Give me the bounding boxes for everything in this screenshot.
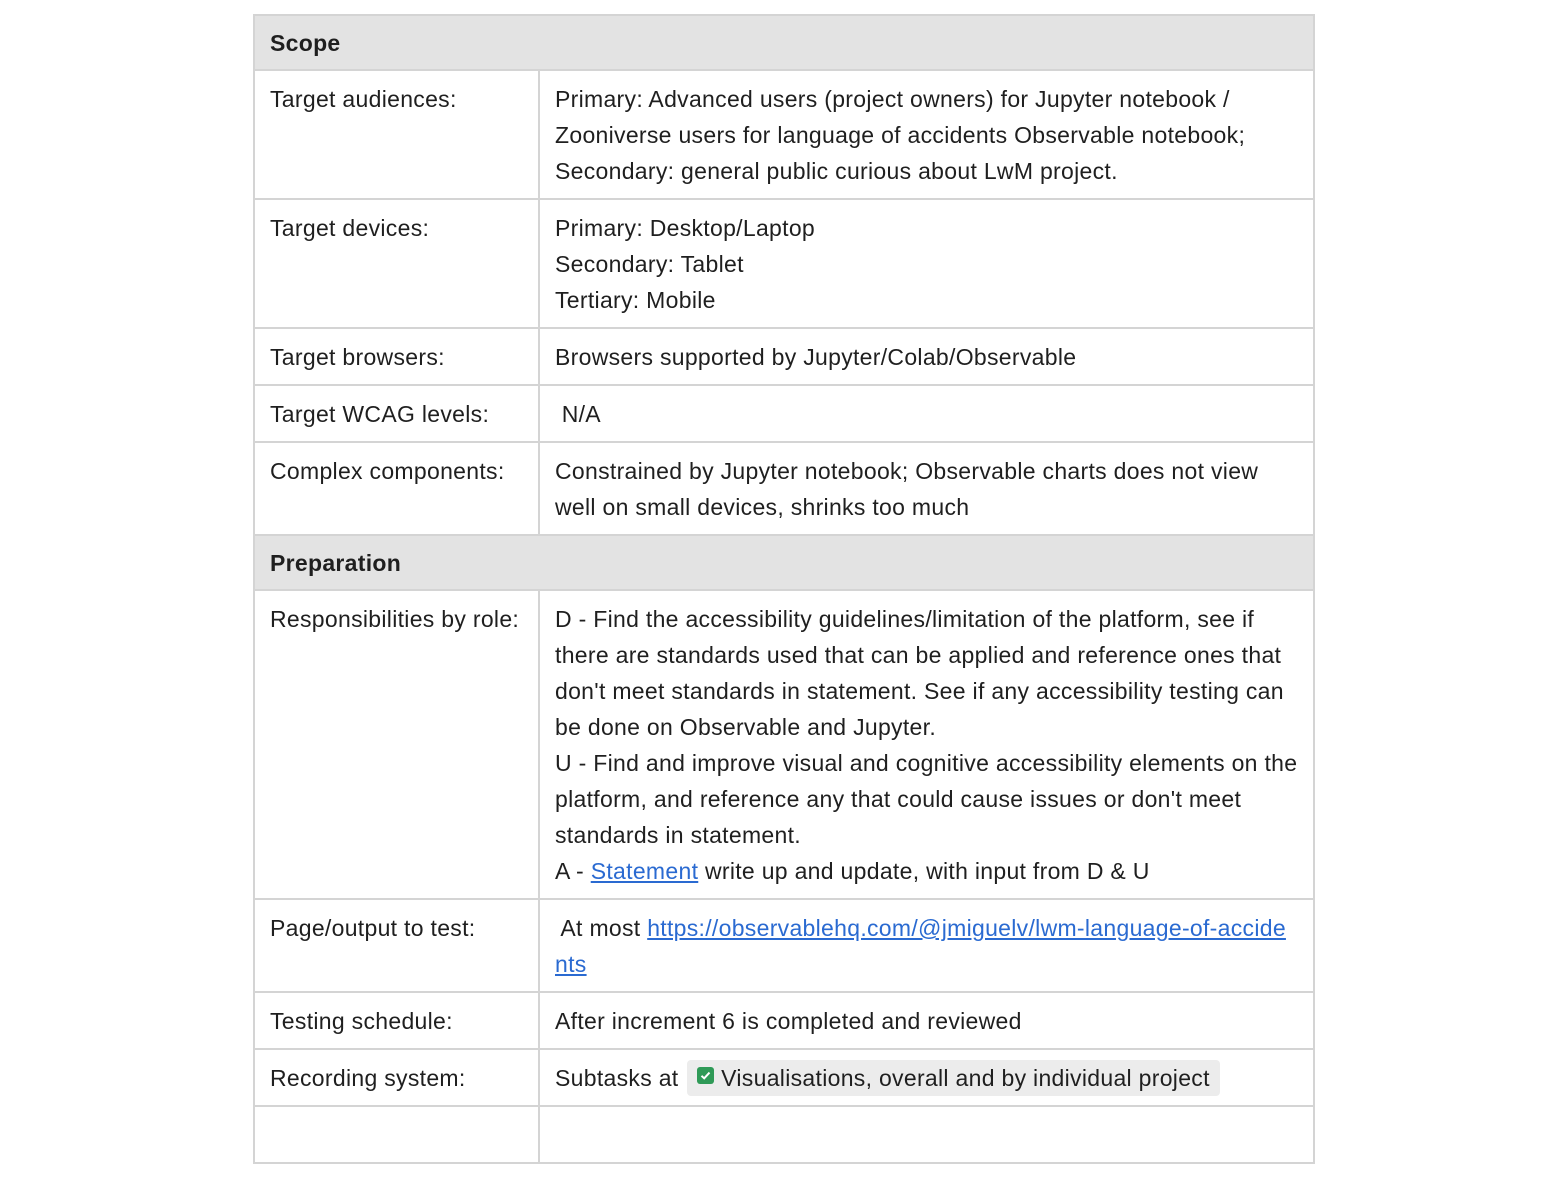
table-row xyxy=(254,328,1314,385)
value-line: Constrained by Jupyter notebook; Observable charts does not view well on small devices, shrinks too much xyxy=(555,458,1259,520)
value-line: Secondary: Tablet xyxy=(555,251,744,277)
row-value xyxy=(539,199,1314,328)
row-label: Target devices: xyxy=(254,199,539,328)
table-row xyxy=(254,70,1314,199)
value-line: Primary: Desktop/Laptop xyxy=(555,215,816,241)
empty-row xyxy=(254,1106,1314,1163)
task-link-label: Visualisations, overall and by individual project xyxy=(721,1065,1210,1091)
table-row xyxy=(254,385,1314,442)
accessibility-plan-table xyxy=(253,14,1315,1164)
table-row xyxy=(254,590,1314,899)
row-label: Target WCAG levels: xyxy=(254,385,539,442)
row-label: Target audiences: xyxy=(254,70,539,199)
empty-cell xyxy=(539,1106,1314,1163)
value-line: Primary: Advanced users (project owners) for Jupyter notebook / Zooniverse users for language of accidents Observable notebook; xyxy=(555,86,1246,148)
preparation-section-header xyxy=(254,535,1314,590)
empty-cell xyxy=(254,1106,539,1163)
row-label: Complex components: xyxy=(254,442,539,535)
table-row xyxy=(254,442,1314,535)
page-test-prefix: At most xyxy=(555,915,648,941)
table-row xyxy=(254,1049,1314,1106)
row-value: After increment 6 is completed and reviewed xyxy=(539,992,1314,1049)
row-label: Recording system: xyxy=(254,1049,539,1106)
row-value xyxy=(539,328,1314,385)
table-row xyxy=(254,199,1314,328)
recording-prefix: Subtasks at xyxy=(555,1065,686,1091)
row-value xyxy=(539,899,1314,992)
task-smart-link[interactable] xyxy=(687,1060,1220,1096)
row-value xyxy=(539,1049,1314,1106)
value-line: Browsers supported by Jupyter/Colab/Observable xyxy=(555,344,1077,370)
value-line: N/A xyxy=(555,401,601,427)
observable-notebook-link[interactable]: https://observablehq.com/@jmiguelv/lwm-language-of-accidents xyxy=(555,915,1286,977)
row-label: Page/output to test: xyxy=(254,899,539,992)
row-label: Responsibilities by role: xyxy=(254,590,539,899)
role-d-text: D - Find the accessibility guidelines/limitation of the platform, see if there are standards used that can be applied and reference ones that don't meet standards in statement. See if any accessibility testing can be done on Observable and Jupyter. xyxy=(555,606,1284,740)
row-label: Testing schedule: xyxy=(254,992,539,1049)
table-row xyxy=(254,992,1314,1049)
scope-header-cell: Scope xyxy=(254,15,1314,70)
table-row xyxy=(254,899,1314,992)
role-a-prefix: A - xyxy=(555,858,591,884)
row-value xyxy=(539,70,1314,199)
statement-link[interactable]: Statement xyxy=(590,858,699,884)
row-label: Target browsers: xyxy=(254,328,539,385)
value-line: Secondary: general public curious about LwM project. xyxy=(555,158,1118,184)
preparation-header-cell: Preparation xyxy=(254,535,1314,590)
row-value xyxy=(539,442,1314,535)
role-u-text: U - Find and improve visual and cognitive accessibility elements on the platform, and reference any that could cause issues or don't meet standards in statement. xyxy=(555,750,1298,848)
checkbox-checked-icon xyxy=(697,1067,714,1084)
value-line: Tertiary: Mobile xyxy=(555,287,716,313)
role-a-line xyxy=(555,853,1298,889)
row-value xyxy=(539,590,1314,899)
scope-section-header xyxy=(254,15,1314,70)
row-value xyxy=(539,385,1314,442)
role-a-suffix: write up and update, with input from D & U xyxy=(698,858,1150,884)
